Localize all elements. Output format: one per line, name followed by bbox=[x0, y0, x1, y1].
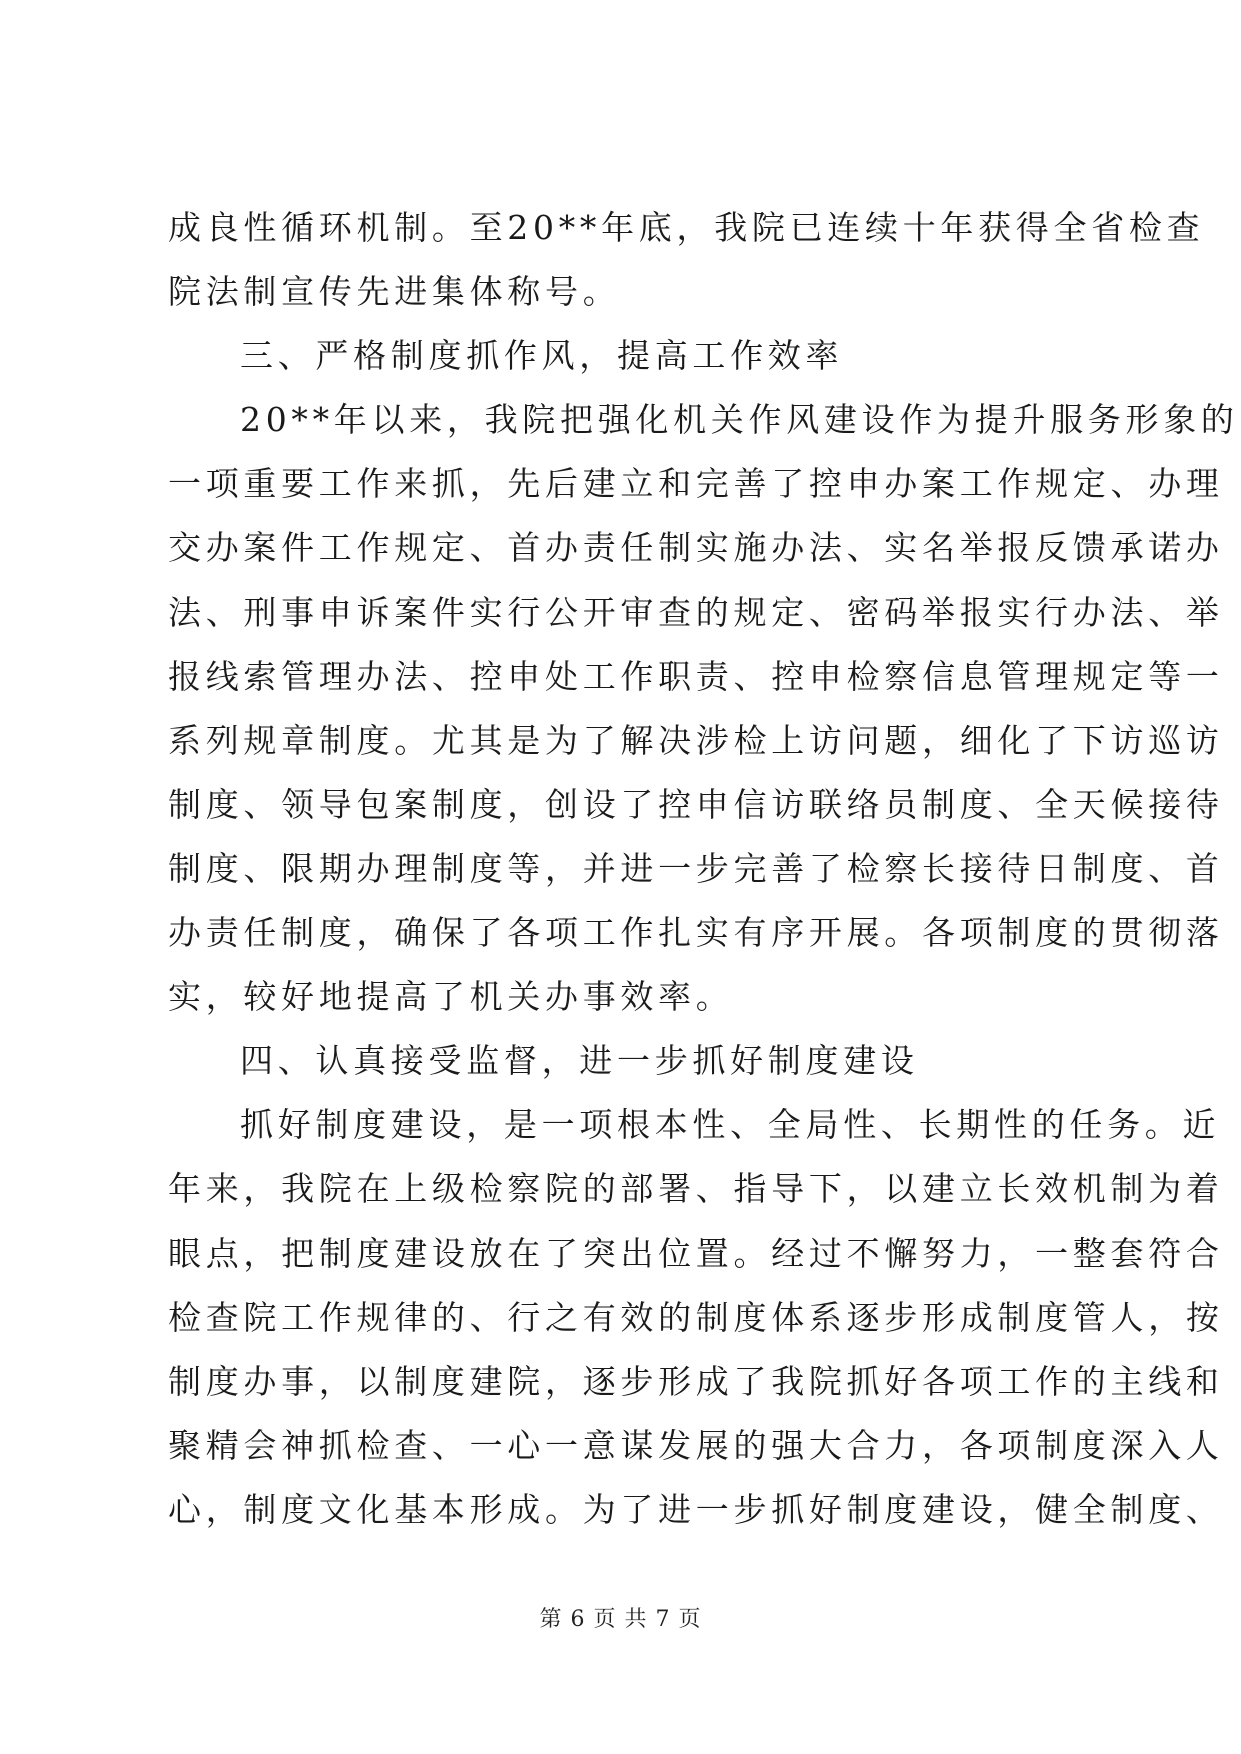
body-line: 聚精会神抓检查、一心一意谋发展的强大合力，各项制度深入人 bbox=[168, 1425, 1224, 1465]
body-line: 检查院工作规律的、行之有效的制度体系逐步形成制度管人，按 bbox=[168, 1297, 1224, 1337]
body-line: 院法制宣传先进集体称号。 bbox=[168, 272, 621, 312]
body-line: 20**年以来，我院把强化机关作风建设作为提升服务形象的 bbox=[240, 400, 1239, 440]
body-line: 报线索管理办法、控申处工作职责、控申检察信息管理规定等一 bbox=[168, 656, 1224, 696]
body-line: 制度、限期办理制度等，并进一步完善了检察长接待日制度、首 bbox=[168, 848, 1224, 888]
body-line: 一项重要工作来抓，先后建立和完善了控申办案工作规定、办理 bbox=[168, 464, 1224, 504]
document-body bbox=[168, 196, 1239, 1542]
body-line: 制度、领导包案制度，创设了控申信访联络员制度、全天候接待 bbox=[168, 784, 1224, 824]
body-line: 年来，我院在上级检察院的部署、指导下，以建立长效机制为着 bbox=[168, 1169, 1224, 1209]
body-line: 办责任制度，确保了各项工作扎实有序开展。各项制度的贯彻落 bbox=[168, 913, 1224, 953]
section-heading: 三、严格制度抓作风，提高工作效率 bbox=[240, 336, 844, 376]
body-line: 抓好制度建设，是一项根本性、全局性、长期性的任务。近 bbox=[240, 1105, 1221, 1145]
body-line: 法、刑事申诉案件实行公开审查的规定、密码举报实行办法、举 bbox=[168, 592, 1224, 632]
body-line: 眼点，把制度建设放在了突出位置。经过不懈努力，一整套符合 bbox=[168, 1233, 1224, 1273]
section-heading: 四、认真接受监督，进一步抓好制度建设 bbox=[240, 1041, 919, 1081]
body-line: 实，较好地提高了机关办事效率。 bbox=[168, 977, 734, 1017]
body-line: 制度办事，以制度建院，逐步形成了我院抓好各项工作的主线和 bbox=[168, 1361, 1224, 1401]
body-line: 交办案件工作规定、首办责任制实施办法、实名举报反馈承诺办 bbox=[168, 528, 1224, 568]
body-line: 心，制度文化基本形成。为了进一步抓好制度建设，健全制度、 bbox=[168, 1489, 1224, 1529]
body-line: 成良性循环机制。至20**年底，我院已连续十年获得全省检查 bbox=[168, 208, 1205, 247]
body-line: 系列规章制度。尤其是为了解决涉检上访问题，细化了下访巡访 bbox=[168, 720, 1224, 760]
page-number-footer: 第 6 页 共 7 页 bbox=[539, 1607, 702, 1632]
